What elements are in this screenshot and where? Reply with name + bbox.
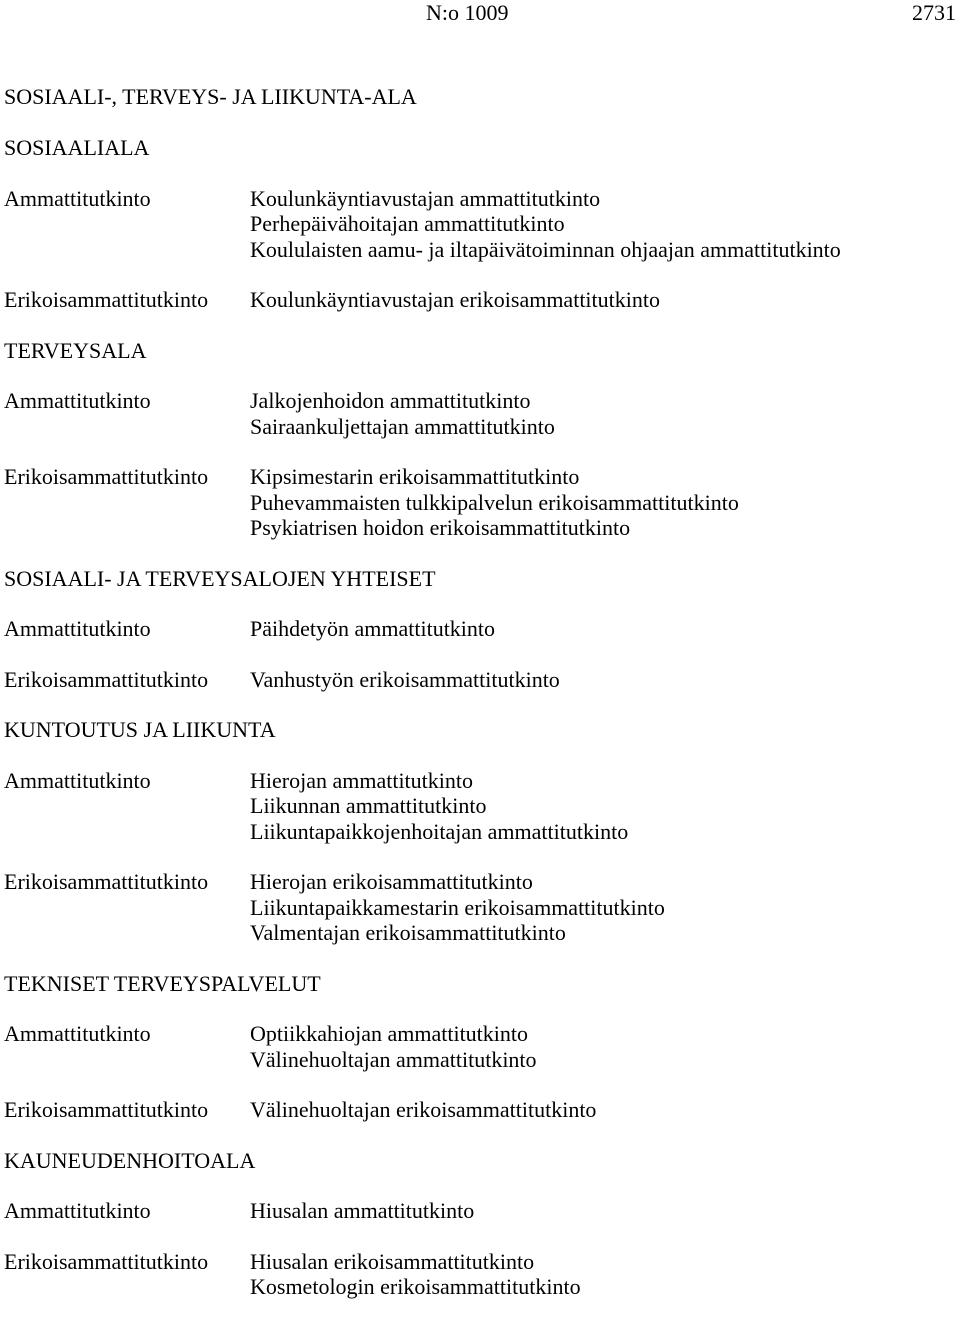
qualification-row	[4, 464, 954, 541]
qualification-list	[250, 1021, 954, 1072]
section-title: SOSIAALI- JA TERVEYSALOJEN YHTEISET	[4, 565, 436, 591]
qualification-item: Koululaisten aamu- ja iltapäivätoiminnan ohjaajan ammattitutkinto	[250, 236, 841, 262]
qualification-item: Kosmetologin erikoisammattitutkinto	[250, 1274, 581, 1299]
qualification-type-label: Erikoisammattitutkinto	[4, 869, 209, 894]
qualification-item: Puhevammaisten tulkkipalvelun erikoisammattitutkinto	[250, 489, 739, 515]
section-title: KUNTOUTUS JA LIIKUNTA	[4, 717, 276, 742]
qualification-item: Hierojan ammattitutkinto	[250, 767, 474, 793]
document-number: N:o 1009	[426, 0, 509, 25]
qualification-list	[250, 667, 954, 693]
qualification-type-label: Erikoisammattitutkinto	[4, 1097, 209, 1122]
qualification-type-label: Ammattitutkinto	[4, 1021, 151, 1046]
qualification-list	[250, 287, 954, 313]
qualification-item: Liikuntapaikkojenhoitajan ammattitutkinto	[250, 818, 629, 844]
qualification-item: Perhepäivähoitajan ammattitutkinto	[250, 211, 565, 236]
qualification-list	[250, 388, 954, 439]
qualification-item: Hiusalan erikoisammattitutkinto	[250, 1248, 535, 1274]
section	[4, 566, 954, 693]
qualification-list	[250, 1097, 954, 1123]
qualification-item: Vanhustyön erikoisammattitutkinto	[250, 666, 560, 692]
section	[4, 135, 954, 313]
page-header	[0, 0, 960, 26]
page-number: 2731	[912, 0, 956, 25]
qualification-row	[4, 1198, 954, 1224]
qualification-type-label: Ammattitutkinto	[4, 185, 151, 211]
qualification-item: Hierojan erikoisammattitutkinto	[250, 869, 533, 894]
qualification-item: Välinehuoltajan ammattitutkinto	[250, 1046, 537, 1072]
qualification-row	[4, 287, 954, 313]
qualification-item: Optiikkahiojan ammattitutkinto	[250, 1021, 529, 1046]
qualification-type-label: Ammattitutkinto	[4, 1198, 151, 1223]
qualification-list	[250, 1198, 954, 1224]
section-title: TERVEYSALA	[4, 337, 147, 363]
qualification-row	[4, 1097, 954, 1123]
qualification-item: Jalkojenhoidon ammattitutkinto	[250, 388, 531, 413]
qualification-list	[250, 186, 954, 263]
qualification-type-label: Erikoisammattitutkinto	[4, 287, 209, 312]
main-title: SOSIAALI-, TERVEYS- JA LIIKUNTA-ALA	[4, 84, 417, 109]
qualification-item: Hiusalan ammattitutkinto	[250, 1198, 475, 1223]
qualification-list	[250, 1249, 954, 1300]
qualification-row	[4, 768, 954, 845]
section	[4, 717, 954, 946]
qualification-type-label: Erikoisammattitutkinto	[4, 1248, 209, 1274]
section-title: SOSIAALIALA	[4, 135, 150, 160]
qualification-item: Psykiatrisen hoidon erikoisammattitutkinto	[250, 515, 631, 540]
qualification-sections	[4, 135, 954, 1325]
section-title: TEKNISET TERVEYSPALVELUT	[4, 970, 321, 996]
qualification-list	[250, 869, 954, 946]
qualification-type-label: Erikoisammattitutkinto	[4, 464, 209, 489]
section-title: KAUNEUDENHOITOALA	[4, 1147, 256, 1173]
qualification-item: Koulunkäyntiavustajan erikoisammattitutkinto	[250, 287, 660, 312]
qualification-row	[4, 869, 954, 946]
qualification-item: Välinehuoltajan erikoisammattitutkinto	[250, 1097, 597, 1122]
section	[4, 1148, 954, 1300]
qualification-type-label: Ammattitutkinto	[4, 388, 151, 413]
qualification-item: Koulunkäyntiavustajan ammattitutkinto	[250, 185, 601, 211]
qualification-row	[4, 388, 954, 439]
qualification-row	[4, 616, 954, 642]
qualification-item: Kipsimestarin erikoisammattitutkinto	[250, 464, 580, 489]
qualification-list	[250, 768, 954, 845]
section	[4, 971, 954, 1123]
qualification-row	[4, 186, 954, 263]
section	[4, 338, 954, 541]
qualification-type-label: Ammattitutkinto	[4, 616, 151, 641]
qualification-item: Päihdetyön ammattitutkinto	[250, 616, 496, 641]
qualification-row	[4, 1249, 954, 1300]
qualification-list	[250, 464, 954, 541]
qualification-row	[4, 1021, 954, 1072]
qualification-item: Valmentajan erikoisammattitutkinto	[250, 920, 566, 945]
qualification-item: Sairaankuljettajan ammattitutkinto	[250, 413, 555, 439]
qualification-item: Liikunnan ammattitutkinto	[250, 793, 487, 818]
qualification-item: Liikuntapaikkamestarin erikoisammattitutkinto	[250, 894, 665, 920]
qualification-type-label: Ammattitutkinto	[4, 767, 151, 793]
qualification-row	[4, 667, 954, 693]
qualification-list	[250, 616, 954, 642]
qualification-type-label: Erikoisammattitutkinto	[4, 666, 209, 692]
